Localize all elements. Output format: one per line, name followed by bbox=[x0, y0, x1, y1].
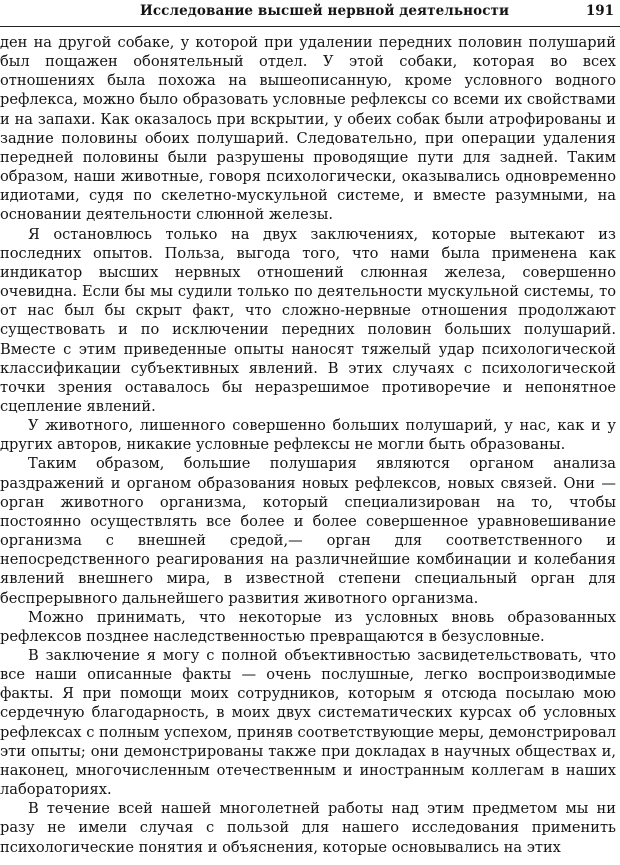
header-rule bbox=[0, 26, 620, 27]
paragraph: В заключение я могу с полной объективностью засвидетельствовать, что все наши описанные факты — очень послушные, легко воспроизводимые факты. Я при помощи моих сотрудников, которым я отсюда посылаю мою сердечную благодарность, в моих двух систематических курсах об условных рефлексах с полным успехом, приняв соответствующие меры, демонстрировал эти опыты; они демонстрированы также при докладах в научных обществах и, наконец, многочисленным отечественным и иностранным коллегам в наших лабораториях. bbox=[0, 647, 616, 799]
paragraph: В течение всей нашей многолетней работы над этим предметом мы ни разу не имели случая с пользой для нашего исследования применить психологические понятия и объяснения, которые основывались на этих bbox=[0, 800, 616, 856]
paragraph: ден на другой собаке, у которой при удалении передних половин полушарий был пощажен обонятельный отдел. У этой собаки, которая во всех отношениях была похожа на вышеописанную, кроме условного водного рефлекса, можно было образовать условные рефлексы со всеми их свойствами и на запахи. Как оказалось при вскрытии, у обеих собак были атрофированы и задние половины обоих полушарий. Следовательно, при операции удаления передней половины были разрушены проводящие пути для задней. Таким образом, наши животные, говоря психологически, оказывались одновременно идиотами, судя по скелетно-мускульной системе, и вместе разумными, на основании деятельности слюнной железы. bbox=[0, 34, 616, 224]
page-number: 191 bbox=[585, 3, 614, 19]
running-title: Исследование высшей нервной деятельности bbox=[140, 3, 510, 19]
paragraph: Можно принимать, что некоторые из условных вновь образованных рефлексов позднее наследственностью превращаются в безусловные. bbox=[0, 608, 616, 645]
paragraph: Я остановлюсь только на двух заключениях, которые вытекают из последних опытов. Польза, выгода того, что нами была применена как индикатор высших нервных отношений слюнная железа, совершенно очевидна. Если бы мы судили только по деятельности мускульной системы, то от нас был бы скрыт факт, что сложно-нервные отношения продолжают существовать и по исключении передних половин больших полушарий. Вместе с этим приведенные опыты наносят тяжелый удар психологической классификации субъективных явлений. В этих случаях с психологической точки зрения оставалось бы неразрешимое противоречие и непонятное сцепление явлений. bbox=[0, 225, 616, 415]
page-header bbox=[0, 0, 620, 26]
body-text bbox=[0, 33, 616, 856]
paragraph: У животного, лишенного совершенно больших полушарий, у нас, как и у других авторов, никакие условные рефлексы не могли быть образованы. bbox=[0, 417, 616, 454]
paragraph: Таким образом, большие полушария являются органом анализа раздражений и органом образования новых рефлексов, новых связей. Они — орган животного организма, который специализирован на то, чтобы постоянно осуществлять все более и более совершенное уравновешивание организма с внешней средой,— орган для соответственного и непосредственного реагирования на различнейшие комбинации и колебания явлений внешнего мира, в известной степени специальный орган для беспрерывного дальнейшего развития животного организма. bbox=[0, 455, 616, 607]
